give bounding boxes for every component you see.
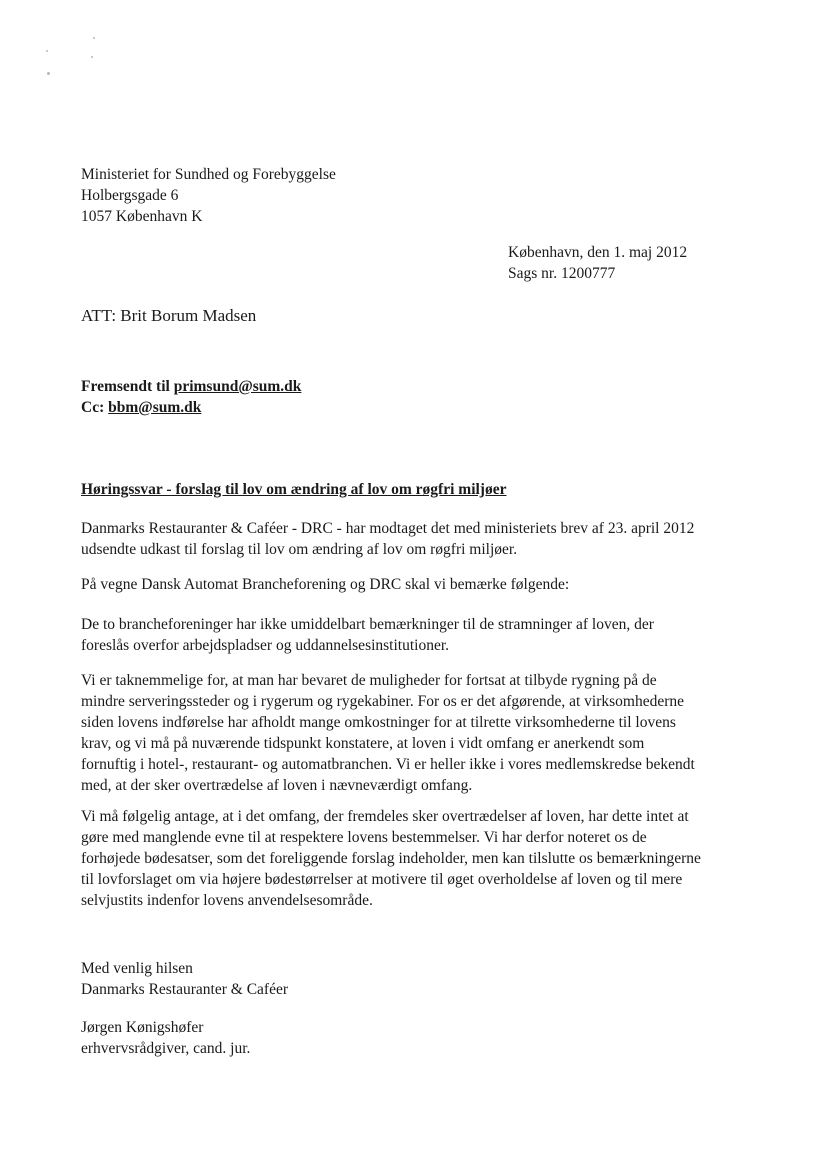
cc-label: Cc: <box>81 399 109 416</box>
signature-block <box>81 1017 250 1059</box>
paragraph-3 <box>81 614 761 656</box>
closing-greeting: Med venlig hilsen <box>81 960 193 977</box>
signature-title: erhvervsrådgiver, cand. jur. <box>81 1040 251 1057</box>
scan-speck <box>91 56 93 58</box>
paragraph-4 <box>81 670 761 796</box>
sent-to-email[interactable]: primsund@sum.dk <box>173 378 302 395</box>
signature-name: Jørgen Kønigshøfer <box>81 1019 204 1036</box>
sent-to-label: Fremsendt til <box>81 378 174 395</box>
date-line: København, den 1. maj 2012 <box>508 244 688 261</box>
recipient-address <box>81 164 336 227</box>
paragraph-line: Vi er taknemmelige for, at man har bevaret de muligheder for fortsat at tilbyde rygning på de <box>81 672 657 689</box>
paragraph-line: Vi må følgelig antage, at i det omfang, der fremdeles sker overtrædelser af loven, har dette intet at <box>81 808 689 825</box>
sent-to-block <box>81 376 301 418</box>
paragraph-line: De to brancheforeninger har ikke umiddelbart bemærkninger til de stramninger af loven, der <box>81 616 654 633</box>
paragraph-5 <box>81 806 761 911</box>
closing-block <box>81 958 288 1000</box>
paragraph-1 <box>81 518 761 560</box>
scan-speck <box>93 37 95 39</box>
paragraph-line: forhøjede bødesatser, som det foreliggende forslag indeholder, men kan tilslutte os bemærkningerne <box>81 850 701 867</box>
paragraph-line: krav, og vi må på nuværende tidspunkt konstatere, at loven i vidt omfang er anerkendt som <box>81 735 645 752</box>
paragraph-line: foreslås overfor arbejdspladser og uddannelsesinstitutioner. <box>81 637 450 654</box>
recipient-name: Ministeriet for Sundhed og Forebyggelse <box>81 166 336 183</box>
scan-speck <box>46 50 48 52</box>
paragraph-line: med, at der sker overtrædelse af loven i nævneværdigt omfang. <box>81 777 473 794</box>
scan-speck <box>47 72 50 75</box>
paragraph-2 <box>81 574 761 595</box>
paragraph-line: til lovforslaget om via højere bødestørrelser at motivere til øget overholdelse af loven og til mere <box>81 871 683 888</box>
paragraph-line: Danmarks Restauranter & Caféer - DRC - har modtaget det med ministeriets brev af 23. april 2012 <box>81 520 695 537</box>
recipient-city: 1057 København K <box>81 208 203 225</box>
att-line: ATT: Brit Borum Madsen <box>81 306 257 325</box>
paragraph-line: siden lovens indførelse har afholdt mange omkostninger for at tilrette virksomhederne til lovens <box>81 714 676 731</box>
cc-email[interactable]: bbm@sum.dk <box>108 399 202 416</box>
paragraph-line: På vegne Dansk Automat Brancheforening og DRC skal vi bemærke følgende: <box>81 576 570 593</box>
case-number: Sags nr. 1200777 <box>508 265 616 282</box>
paragraph-line: fornuftig i hotel-, restaurant- og automatbranchen. Vi er heller ikke i vores medlemskredse bekendt <box>81 756 695 773</box>
paragraph-line: selvjustits indenfor lovens anvendelsesområde. <box>81 892 373 909</box>
paragraph-line: udsendte udkast til forslag til lov om ændring af lov om røgfri miljøer. <box>81 541 518 558</box>
paragraph-line: mindre serveringssteder og i rygerum og rygekabiner. For os er det afgørende, at virksomhederne <box>81 693 685 710</box>
closing-organization: Danmarks Restauranter & Caféer <box>81 981 289 998</box>
paragraph-line: gøre med manglende evne til at respektere lovens bestemmelser. Vi har derfor noteret os de <box>81 829 647 846</box>
recipient-street: Holbergsgade 6 <box>81 187 179 204</box>
subject-heading: Høringssvar - forslag til lov om ændring af lov om røgfri miljøer <box>81 481 507 498</box>
date-block <box>508 242 687 284</box>
